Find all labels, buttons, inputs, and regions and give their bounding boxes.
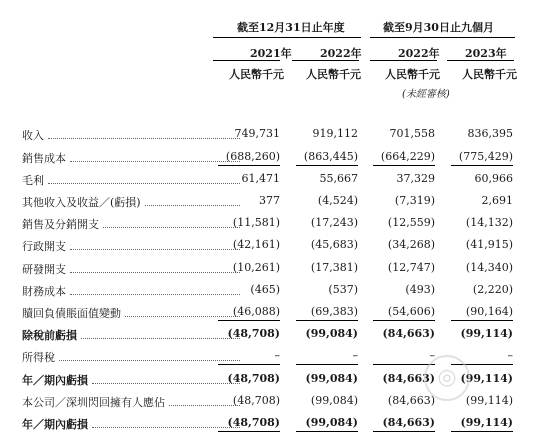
cell-value: (84,663) bbox=[382, 416, 435, 429]
subtotal-rule bbox=[218, 364, 280, 365]
row-label: 研發開支 bbox=[22, 263, 66, 276]
cell-value: (14,132) bbox=[465, 216, 513, 229]
cell-value: 2,691 bbox=[481, 194, 513, 207]
row-label: 年／期內虧損 bbox=[22, 418, 88, 431]
cell-value: (2,220) bbox=[472, 283, 513, 296]
cell-value: 836,395 bbox=[467, 127, 513, 140]
cell-value: (46,088) bbox=[232, 305, 280, 318]
header-year-2022-9m: 2022年 bbox=[398, 47, 440, 60]
cell-value: (10,261) bbox=[232, 261, 280, 274]
cell-value: (17,243) bbox=[310, 216, 358, 229]
cell-value: (493) bbox=[405, 283, 435, 296]
cell-value: (99,114) bbox=[460, 416, 513, 429]
cell-value: (14,340) bbox=[465, 261, 513, 274]
subtotal-rule bbox=[218, 165, 280, 166]
header-rule-col3 bbox=[370, 60, 437, 61]
row-label: 贖回負債賬面值變動 bbox=[22, 307, 121, 320]
row-label: 行政開支 bbox=[22, 240, 66, 253]
header-unit-col3: 人民幣千元 bbox=[385, 68, 440, 81]
header-unit-col1: 人民幣千元 bbox=[229, 68, 284, 81]
header-9m-group: 截至9月30日止九個月 bbox=[383, 21, 494, 34]
header-rule-col4 bbox=[447, 60, 514, 61]
header-unit-col4: 人民幣千元 bbox=[462, 68, 517, 81]
cell-value: (42,161) bbox=[232, 238, 280, 251]
cell-value: (84,663) bbox=[382, 372, 435, 385]
cell-value: – bbox=[352, 349, 358, 362]
row-label: 其他收入及收益／(虧損) bbox=[22, 196, 141, 209]
cell-value: 919,112 bbox=[312, 127, 358, 140]
cell-value: – bbox=[507, 349, 513, 362]
cell-value: (48,708) bbox=[227, 327, 280, 340]
row-label: 所得稅 bbox=[22, 351, 55, 364]
cell-value: 701,558 bbox=[389, 127, 435, 140]
cell-value: – bbox=[429, 349, 435, 362]
row-label: 除稅前虧損 bbox=[22, 329, 77, 342]
cell-value: (537) bbox=[328, 283, 358, 296]
row-label: 收入 bbox=[22, 129, 44, 142]
row-label: 年／期內虧損 bbox=[22, 374, 88, 387]
cell-value: (664,229) bbox=[380, 150, 435, 163]
cell-value: (99,084) bbox=[310, 394, 358, 407]
cell-value: (775,429) bbox=[458, 150, 513, 163]
cell-value: (863,445) bbox=[303, 150, 358, 163]
header-rule-fy bbox=[213, 37, 361, 38]
cell-value: (69,383) bbox=[310, 305, 358, 318]
cell-value: (4,524) bbox=[317, 194, 358, 207]
cell-value: 55,667 bbox=[319, 172, 358, 185]
cell-value: (99,084) bbox=[305, 327, 358, 340]
subtotal-rule bbox=[373, 320, 435, 321]
row-label: 銷售及分銷開支 bbox=[22, 218, 99, 231]
cell-value: 749,731 bbox=[234, 127, 280, 140]
cell-value: (84,663) bbox=[387, 394, 435, 407]
cell-value: (12,747) bbox=[387, 261, 435, 274]
unaudited-note: (未經審核) bbox=[402, 89, 450, 100]
cell-value: 377 bbox=[259, 194, 280, 207]
cell-value: 61,471 bbox=[241, 172, 280, 185]
cell-value: (688,260) bbox=[225, 150, 280, 163]
cell-value: (465) bbox=[250, 283, 280, 296]
subtotal-rule bbox=[373, 165, 435, 166]
header-rule-col1 bbox=[213, 60, 280, 61]
header-unit-col2: 人民幣千元 bbox=[306, 68, 361, 81]
row-label: 本公司／深圳閃回擁有人應佔 bbox=[22, 396, 165, 409]
row-label: 毛利 bbox=[22, 174, 44, 187]
header-rule-col2 bbox=[292, 60, 359, 61]
cell-value: (48,708) bbox=[227, 416, 280, 429]
subtotal-rule bbox=[296, 320, 358, 321]
cell-value: (99,114) bbox=[460, 372, 513, 385]
header-year-2022-fy: 2022年 bbox=[320, 47, 362, 60]
cell-value: (17,381) bbox=[310, 261, 358, 274]
cell-value: (12,559) bbox=[387, 216, 435, 229]
header-year-2023: 2023年 bbox=[465, 47, 507, 60]
subtotal-rule bbox=[296, 165, 358, 166]
header-rule-9m bbox=[370, 37, 515, 38]
cell-value: (99,114) bbox=[460, 327, 513, 340]
row-label: 財務成本 bbox=[22, 285, 66, 298]
cell-value: – bbox=[274, 349, 280, 362]
header-year-2021: 2021年 bbox=[250, 47, 292, 60]
subtotal-rule bbox=[451, 320, 513, 321]
cell-value: (48,708) bbox=[232, 394, 280, 407]
subtotal-rule bbox=[373, 364, 435, 365]
cell-value: (34,268) bbox=[387, 238, 435, 251]
cell-value: 60,966 bbox=[474, 172, 513, 185]
watermark-icon: ◎ bbox=[424, 355, 470, 401]
cell-value: 37,329 bbox=[396, 172, 435, 185]
cell-value: (90,164) bbox=[465, 305, 513, 318]
cell-value: (99,114) bbox=[465, 394, 513, 407]
cell-value: (54,606) bbox=[387, 305, 435, 318]
subtotal-rule bbox=[451, 165, 513, 166]
cell-value: (11,581) bbox=[232, 216, 280, 229]
header-fy-group: 截至12月31日止年度 bbox=[237, 21, 345, 34]
cell-value: (7,319) bbox=[394, 194, 435, 207]
cell-value: (99,084) bbox=[305, 416, 358, 429]
subtotal-rule bbox=[296, 364, 358, 365]
subtotal-rule bbox=[218, 320, 280, 321]
cell-value: (84,663) bbox=[382, 327, 435, 340]
cell-value: (48,708) bbox=[227, 372, 280, 385]
cell-value: (45,683) bbox=[310, 238, 358, 251]
row-label: 銷售成本 bbox=[22, 152, 66, 165]
cell-value: (99,084) bbox=[305, 372, 358, 385]
cell-value: (41,915) bbox=[465, 238, 513, 251]
